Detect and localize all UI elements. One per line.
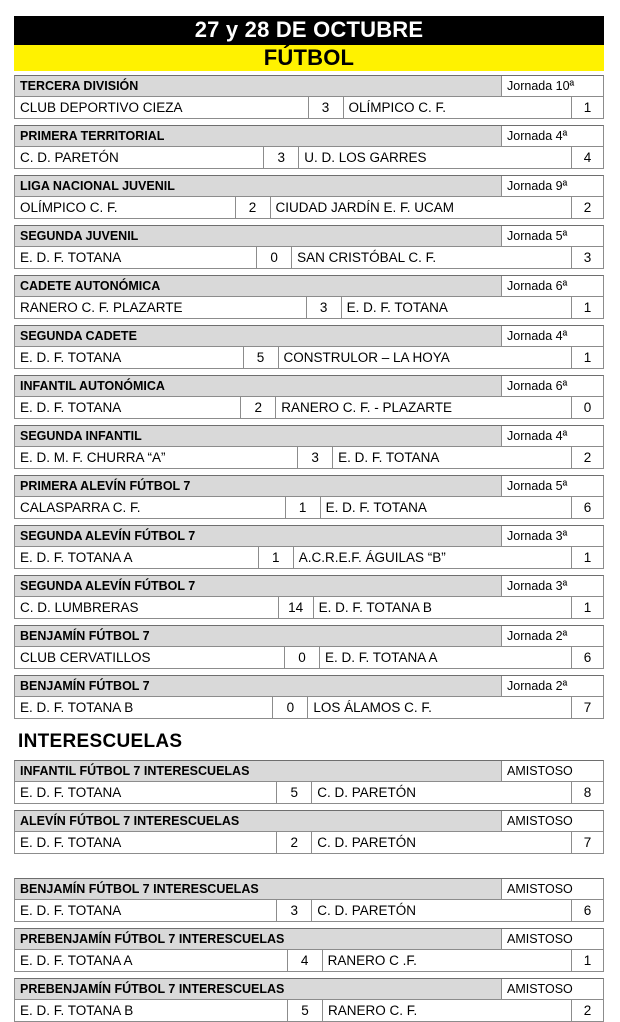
away-team: OLÍMPICO C. F. — [348, 100, 447, 115]
away-team: C. D. PARETÓN — [317, 835, 417, 850]
interescuelas-results-list — [14, 760, 604, 1022]
round-label: Jornada 5ª — [501, 476, 603, 496]
banner-date: 27 y 28 DE OCTUBRE — [14, 16, 604, 45]
competition-name: TERCERA DIVISIÓN — [15, 76, 501, 96]
home-score: 0 — [284, 647, 320, 668]
home-score: 3 — [306, 297, 342, 318]
round-label: Jornada 3ª — [501, 576, 603, 596]
home-team: E. D. F. TOTANA B — [20, 1003, 134, 1018]
home-score: 0 — [256, 247, 292, 268]
round-label: AMISTOSO — [501, 929, 603, 949]
round-label: AMISTOSO — [501, 879, 603, 899]
competition-name: INFANTIL AUTONÓMICA — [15, 376, 501, 396]
away-team: RANERO C. F. - PLAZARTE — [281, 400, 453, 415]
home-team: OLÍMPICO C. F. — [20, 200, 118, 215]
away-team: E. D. F. TOTANA — [338, 450, 440, 465]
competition-name: PREBENJAMÍN FÚTBOL 7 INTERESCUELAS — [15, 979, 501, 999]
home-score: 5 — [276, 782, 312, 803]
home-team: E. D. F. TOTANA B — [20, 700, 134, 715]
away-score: 4 — [571, 147, 603, 168]
round-label: Jornada 10ª — [501, 76, 603, 96]
home-team: E. D. F. TOTANA A — [20, 550, 133, 565]
home-score: 1 — [285, 497, 321, 518]
result-group — [14, 675, 604, 719]
competition-header-row — [14, 525, 604, 547]
away-score: 2 — [571, 447, 603, 468]
home-team: E. D. M. F. CHURRA “A” — [20, 450, 166, 465]
competition-header-row — [14, 760, 604, 782]
competition-name: ALEVÍN FÚTBOL 7 INTERESCUELAS — [15, 811, 501, 831]
away-team: LOS ÁLAMOS C. F. — [313, 700, 432, 715]
round-label: Jornada 2ª — [501, 626, 603, 646]
round-label: Jornada 4ª — [501, 326, 603, 346]
match-row — [14, 347, 604, 369]
competition-name: SEGUNDA INFANTIL — [15, 426, 501, 446]
round-label: Jornada 5ª — [501, 226, 603, 246]
match-row — [14, 447, 604, 469]
result-group — [14, 175, 604, 219]
home-score: 2 — [276, 832, 312, 853]
match-row — [14, 647, 604, 669]
away-score: 8 — [571, 782, 603, 803]
away-team: CIUDAD JARDÍN E. F. UCAM — [275, 200, 455, 215]
away-score: 6 — [571, 900, 603, 921]
away-team: E. D. F. TOTANA A — [325, 650, 438, 665]
result-group — [14, 475, 604, 519]
round-label: AMISTOSO — [501, 761, 603, 781]
competition-header-row — [14, 575, 604, 597]
title-banner — [14, 16, 604, 71]
match-row — [14, 950, 604, 972]
home-score: 3 — [297, 447, 333, 468]
away-score: 7 — [571, 697, 603, 718]
home-score: 2 — [240, 397, 276, 418]
match-row — [14, 497, 604, 519]
competition-header-row — [14, 625, 604, 647]
away-score: 1 — [571, 97, 603, 118]
home-team: RANERO C. F. PLAZARTE — [20, 300, 183, 315]
competition-header-row — [14, 75, 604, 97]
round-label: Jornada 3ª — [501, 526, 603, 546]
home-team: E. D. F. TOTANA A — [20, 953, 133, 968]
competition-name: SEGUNDA JUVENIL — [15, 226, 501, 246]
result-group — [14, 125, 604, 169]
result-group — [14, 425, 604, 469]
away-score: 6 — [571, 497, 603, 518]
league-results-list — [14, 75, 604, 719]
competition-header-row — [14, 928, 604, 950]
away-team: C. D. PARETÓN — [317, 903, 417, 918]
home-team: C. D. PARETÓN — [20, 150, 119, 165]
home-score: 3 — [276, 900, 312, 921]
competition-header-row — [14, 325, 604, 347]
home-team: CALASPARRA C. F. — [20, 500, 141, 515]
interescuelas-title: INTERESCUELAS — [18, 731, 183, 752]
result-group — [14, 525, 604, 569]
competition-name: PRIMERA ALEVÍN FÚTBOL 7 — [15, 476, 501, 496]
home-score: 14 — [278, 597, 314, 618]
away-score: 2 — [571, 1000, 603, 1021]
competition-header-row — [14, 375, 604, 397]
round-label: AMISTOSO — [501, 811, 603, 831]
home-score: 5 — [287, 1000, 323, 1021]
competition-header-row — [14, 275, 604, 297]
result-group — [14, 760, 604, 804]
result-group — [14, 325, 604, 369]
away-score: 6 — [571, 647, 603, 668]
result-group — [14, 375, 604, 419]
competition-header-row — [14, 810, 604, 832]
competition-name: BENJAMÍN FÚTBOL 7 — [15, 626, 501, 646]
match-row — [14, 1000, 604, 1022]
home-team: CLUB CERVATILLOS — [20, 650, 151, 665]
result-group — [14, 810, 604, 854]
home-score: 4 — [287, 950, 323, 971]
competition-header-row — [14, 425, 604, 447]
match-row — [14, 397, 604, 419]
away-team: A.C.R.E.F. ÁGUILAS “B” — [298, 550, 446, 565]
home-score: 1 — [258, 547, 294, 568]
away-score: 1 — [571, 297, 603, 318]
competition-name: SEGUNDA ALEVÍN FÚTBOL 7 — [15, 576, 501, 596]
away-team: E. D. F. TOTANA — [325, 500, 427, 515]
competition-header-row — [14, 978, 604, 1000]
away-score: 1 — [571, 597, 603, 618]
match-row — [14, 197, 604, 219]
home-team: E. D. F. TOTANA — [20, 350, 122, 365]
banner-sport: FÚTBOL — [14, 45, 604, 71]
away-score: 2 — [571, 197, 603, 218]
away-score: 0 — [571, 397, 603, 418]
home-team: E. D. F. TOTANA — [20, 903, 122, 918]
away-team: U. D. LOS GARRES — [304, 150, 427, 165]
competition-name: BENJAMÍN FÚTBOL 7 — [15, 676, 501, 696]
match-row — [14, 147, 604, 169]
result-group — [14, 878, 604, 922]
away-score: 3 — [571, 247, 603, 268]
home-score: 0 — [272, 697, 308, 718]
competition-header-row — [14, 175, 604, 197]
match-row — [14, 597, 604, 619]
home-score: 2 — [235, 197, 271, 218]
round-label: Jornada 6ª — [501, 376, 603, 396]
competition-name: LIGA NACIONAL JUVENIL — [15, 176, 501, 196]
away-team: CONSTRULOR – LA HOYA — [283, 350, 450, 365]
round-label: AMISTOSO — [501, 979, 603, 999]
away-team: SAN CRISTÓBAL C. F. — [297, 250, 437, 265]
competition-name: PREBENJAMÍN FÚTBOL 7 INTERESCUELAS — [15, 929, 501, 949]
competition-header-row — [14, 125, 604, 147]
competition-header-row — [14, 675, 604, 697]
home-team: E. D. F. TOTANA — [20, 835, 122, 850]
away-score: 7 — [571, 832, 603, 853]
competition-header-row — [14, 225, 604, 247]
competition-name: INFANTIL FÚTBOL 7 INTERESCUELAS — [15, 761, 501, 781]
match-row — [14, 247, 604, 269]
match-row — [14, 297, 604, 319]
away-score: 1 — [571, 950, 603, 971]
match-row — [14, 547, 604, 569]
result-group — [14, 225, 604, 269]
competition-name: CADETE AUTONÓMICA — [15, 276, 501, 296]
round-label: Jornada 4ª — [501, 126, 603, 146]
round-label: Jornada 2ª — [501, 676, 603, 696]
competition-header-row — [14, 878, 604, 900]
away-team: E. D. F. TOTANA — [346, 300, 448, 315]
home-team: C. D. LUMBRERAS — [20, 600, 139, 615]
home-score: 5 — [243, 347, 279, 368]
away-team: RANERO C. F. — [328, 1003, 418, 1018]
away-score: 1 — [571, 347, 603, 368]
result-group — [14, 625, 604, 669]
home-team: E. D. F. TOTANA — [20, 400, 122, 415]
match-row — [14, 900, 604, 922]
round-label: Jornada 9ª — [501, 176, 603, 196]
result-group — [14, 575, 604, 619]
home-score: 3 — [263, 147, 299, 168]
result-group — [14, 978, 604, 1022]
away-score: 1 — [571, 547, 603, 568]
away-team: C. D. PARETÓN — [317, 785, 417, 800]
home-team: CLUB DEPORTIVO CIEZA — [20, 100, 183, 115]
competition-name: SEGUNDA CADETE — [15, 326, 501, 346]
result-group — [14, 275, 604, 319]
away-team: RANERO C .F. — [327, 953, 417, 968]
home-team: E. D. F. TOTANA — [20, 785, 122, 800]
match-row — [14, 97, 604, 119]
competition-name: PRIMERA TERRITORIAL — [15, 126, 501, 146]
home-team: E. D. F. TOTANA — [20, 250, 122, 265]
match-row — [14, 832, 604, 854]
result-group — [14, 75, 604, 119]
round-label: Jornada 4ª — [501, 426, 603, 446]
home-score: 3 — [308, 97, 344, 118]
match-row — [14, 782, 604, 804]
result-group — [14, 928, 604, 972]
competition-name: SEGUNDA ALEVÍN FÚTBOL 7 — [15, 526, 501, 546]
round-label: Jornada 6ª — [501, 276, 603, 296]
match-row — [14, 697, 604, 719]
away-team: E. D. F. TOTANA B — [318, 600, 432, 615]
competition-header-row — [14, 475, 604, 497]
competition-name: BENJAMÍN FÚTBOL 7 INTERESCUELAS — [15, 879, 501, 899]
